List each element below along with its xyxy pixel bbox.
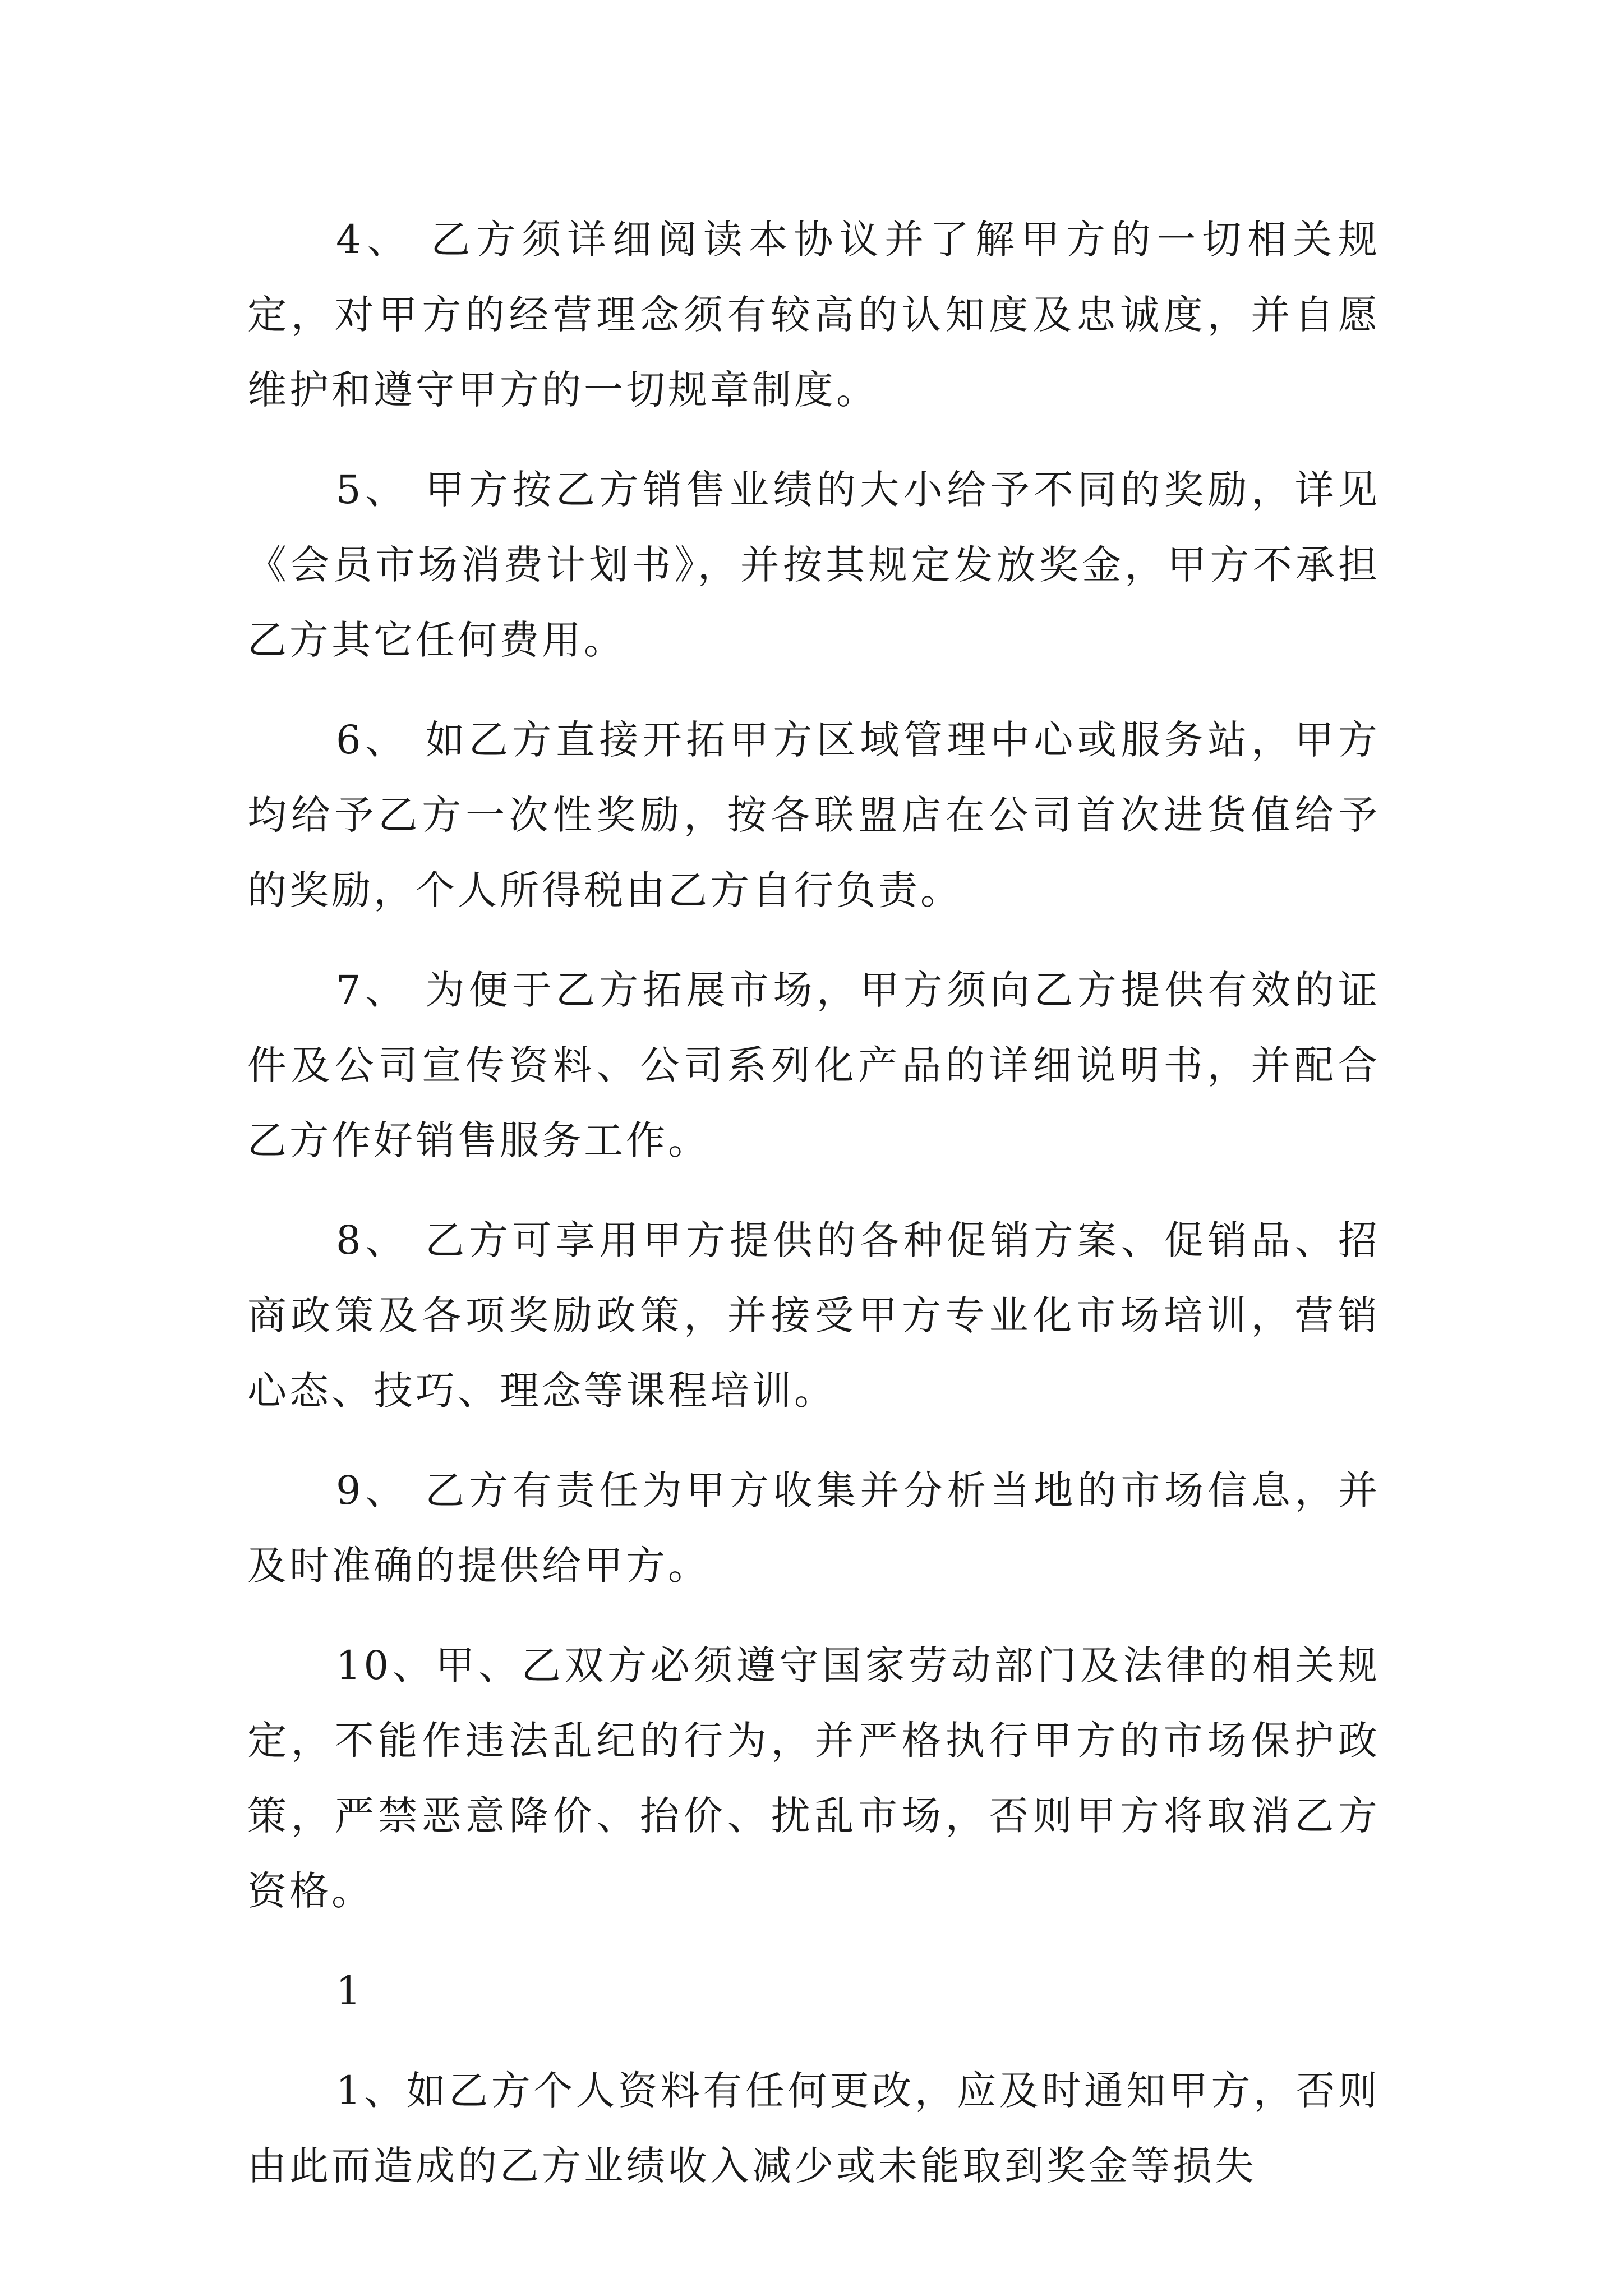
clause-11: 1、如乙方个人资料有任何更改，应及时通知甲方，否则由此而造成的乙方业绩收入减少或未能取到奖金等损失 — [247, 2068, 1380, 2189]
clause-6: 6、 如乙方直接开拓甲方区域管理中心或服务站，甲方均给予乙方一次性奖励，按各联盟店在公司首次进货值给予的奖励，个人所得税由乙方自行负责。 — [247, 717, 1380, 913]
clause-7: 7、 为便于乙方拓展市场，甲方须向乙方提供有效的证件及公司宣传资料、公司系列化产品的详细说明书，并配合乙方作好销售服务工作。 — [247, 967, 1380, 1163]
clause-number-fragment: 1 — [336, 1968, 364, 2014]
document-body — [247, 202, 1380, 2228]
clause-4: 4、 乙方须详细阅读本协议并了解甲方的一切相关规定，对甲方的经营理念须有较高的认知度及忠诚度，并自愿维护和遵守甲方的一切规章制度。 — [247, 217, 1380, 413]
clause-10: 10、甲、乙双方必须遵守国家劳动部门及法律的相关规定，不能作违法乱纪的行为，并严格执行甲方的市场保护政策，严禁恶意降价、抬价、扰乱市场，否则甲方将取消乙方资格。 — [247, 1642, 1380, 1914]
clause-9: 9、 乙方有责任为甲方收集并分析当地的市场信息，并及时准确的提供给甲方。 — [247, 1467, 1380, 1589]
clause-5: 5、 甲方按乙方销售业绩的大小给予不同的奖励，详见《会员市场消费计划书》，并按其规定发放奖金，甲方不承担乙方其它任何费用。 — [247, 467, 1380, 663]
clause-8: 8、 乙方可享用甲方提供的各种促销方案、促销品、招商政策及各项奖励政策，并接受甲方专业化市场培训，营销心态、技巧、理念等课程培训。 — [247, 1217, 1380, 1414]
